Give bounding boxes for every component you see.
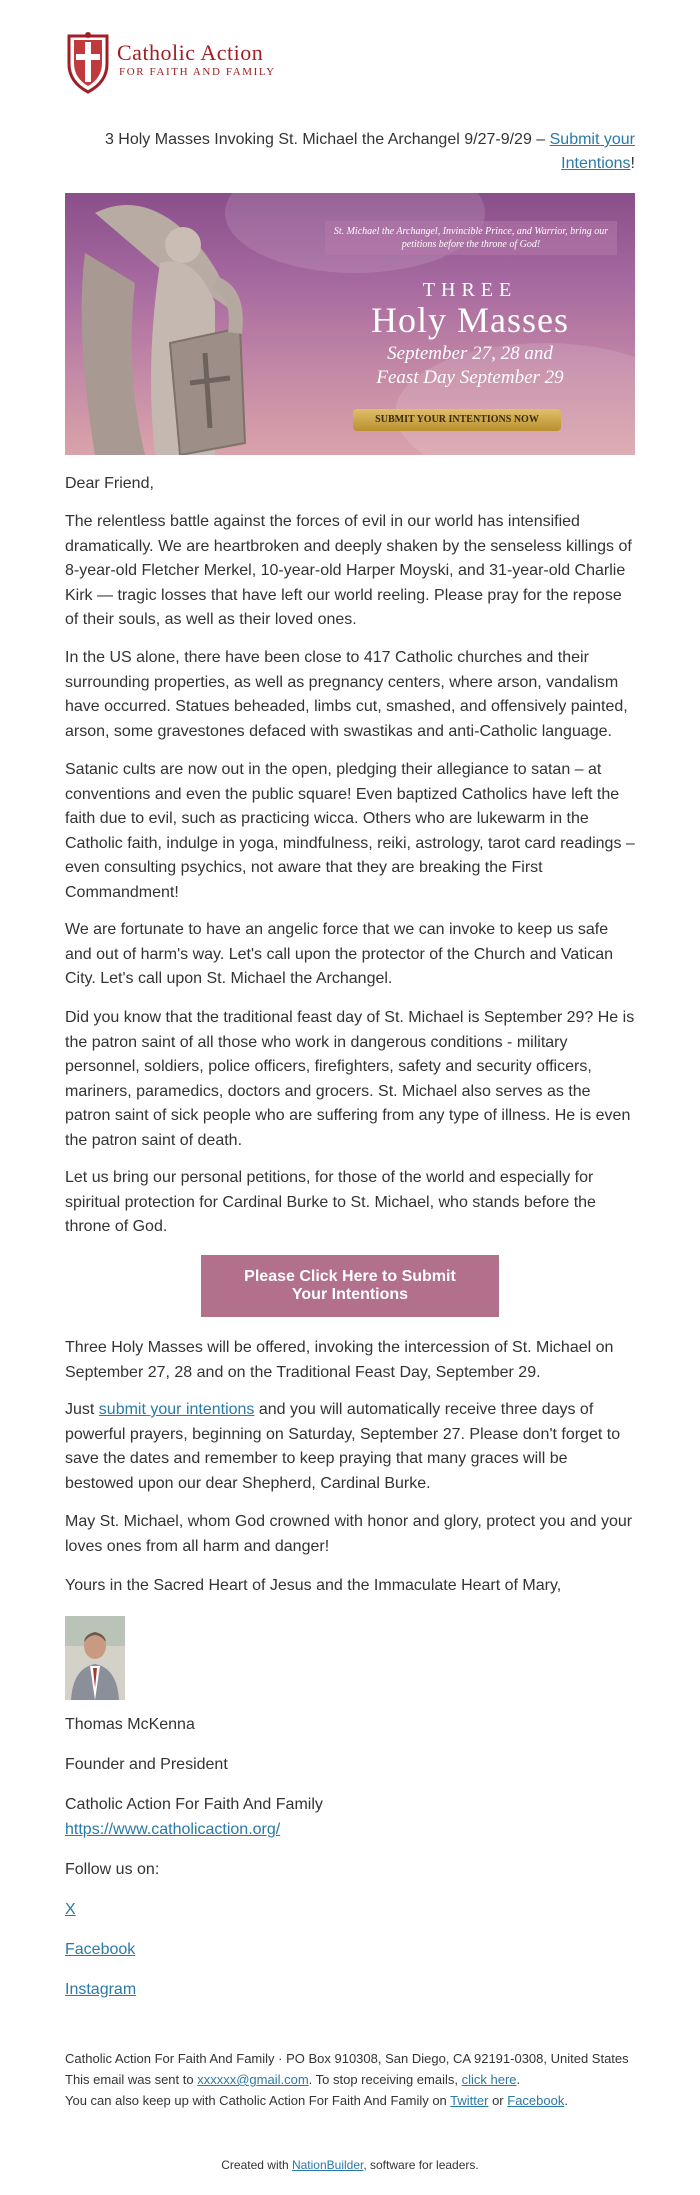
signature-role: Founder and President <box>65 1756 228 1773</box>
cta-line2: Your Intentions <box>291 1286 409 1303</box>
headline <box>65 128 635 176</box>
shield-cross-icon <box>65 30 111 96</box>
paragraph-6: Let us bring our personal petitions, for those of the world and especially for spiritual protection for Cardinal Burke to St. Michael, who stands before the throne of God. <box>65 1169 596 1235</box>
credit-pre: Created with <box>221 2158 292 2172</box>
logo-tagline: FOR FAITH AND FAMILY <box>119 66 276 78</box>
paragraph-1: The relentless battle against the forces of evil in our world has intensified dramatically. We are heartbroken and deeply shaken by the senseless killings of 8-year-old Fletcher Merkel, 10-year-old Harper Moyski, and 31-year-old Charlie Kirk — tragic losses that have left our world reeling. Please pray for the repose of their souls, as well as their loved ones. <box>65 513 632 628</box>
instagram-link[interactable]: Instagram <box>65 1981 137 1998</box>
sent-mid: . To stop receiving emails, <box>308 2072 462 2087</box>
p8-pre: Just <box>65 1401 99 1418</box>
headline-text: 3 Holy Masses Invoking St. Michael the Archangel 9/27-9/29 – <box>104 131 550 148</box>
paragraph-9: May St. Michael, whom God crowned with honor and glory, protect you and your loves ones from all harm and danger! <box>65 1513 633 1555</box>
nationbuilder-link[interactable]: NationBuilder <box>291 2158 364 2172</box>
footer <box>65 2048 635 2111</box>
cta-line1: Please Click Here to Submit <box>244 1268 456 1285</box>
credit-post: , software for leaders. <box>363 2158 479 2172</box>
logo-wordmark: Catholic Action <box>117 40 264 65</box>
keepup-or: or <box>488 2093 508 2108</box>
paragraph-5: Did you know that the traditional feast day of St. Michael is September 29? He is the patron saint of all those who work in dangerous conditions - military personnel, soldiers, police officers, firefighters, safety and security officers, mariners, paramedics, doctors and grocers. St. Michael also serves as the patron saint of sick people who are suffering from any type of illness. He is even the patron saint of death. <box>65 1009 635 1149</box>
footer-sent-to <box>65 2069 635 2090</box>
banner-title: Holy Masses <box>371 300 569 340</box>
follow-label: Follow us on: <box>65 1861 160 1878</box>
keepup-pre: You can also keep up with Catholic Action For Faith And Family on <box>65 2093 451 2108</box>
paragraph-8 <box>65 1398 635 1496</box>
paragraph-7: Three Holy Masses will be offered, invoking the intercession of St. Michael on September 27, 28 and on the Traditional Feast Day, September 29. <box>65 1339 614 1381</box>
facebook-link[interactable]: Facebook <box>65 1941 136 1958</box>
signature-org: Catholic Action For Faith And Family <box>65 1796 323 1813</box>
holy-masses-banner[interactable] <box>65 193 635 455</box>
paragraph-4: We are fortunate to have an angelic force that we can invoke to keep us safe and out of harm's way. Let's call upon the protector of the Church and Vatican City. Let's call upon St. Michael the Archangel. <box>65 921 614 987</box>
twitter-link[interactable]: Twitter <box>450 2093 489 2108</box>
credit-line <box>65 2158 635 2172</box>
closing: Yours in the Sacred Heart of Jesus and the Immaculate Heart of Mary, <box>65 1577 562 1594</box>
submit-intentions-inline-link[interactable]: submit your intentions <box>98 1401 255 1418</box>
website-link[interactable]: https://www.catholicaction.org/ <box>65 1821 281 1838</box>
paragraph-3: Satanic cults are now out in the open, pledging their allegiance to satan – at conventions and even the public square! Even baptized Catholics have left the faith due to evil, such as practicing wicca. Others who are lukewarm in the Catholic faith, indulge in yoga, mindfulness, reiki, astrology, tarot card readings – even consulting psychics, not aware that they are breaking the First Commandment! <box>65 761 635 901</box>
paragraph-2: In the US alone, there have been close to 417 Catholic churches and their surrounding properties, as well as pregnancy centers, where arson, vandalism have occurred. Statues beheaded, limbs cut, smashed, and offensively painted, arson, some gravestones defaced with swastikas and anti-Catholic language. <box>65 649 628 740</box>
unsubscribe-link[interactable]: click here <box>461 2072 517 2087</box>
banner-submit-button[interactable]: SUBMIT YOUR INTENTIONS NOW <box>353 409 561 431</box>
footer-facebook-link[interactable]: Facebook <box>507 2093 565 2108</box>
signature-name: Thomas McKenna <box>65 1716 195 1733</box>
banner-dates-line2: Feast Day September 29 <box>376 367 564 388</box>
social-facebook <box>65 1938 635 1963</box>
brand-logo[interactable] <box>65 28 295 98</box>
banner-caption: St. Michael the Archangel, Invincible Prince, and Warrior, bring our petitions before the throne of God! <box>325 221 617 255</box>
footer-keepup <box>65 2090 635 2111</box>
st-michael-statue-image <box>65 193 305 455</box>
footer-address: Catholic Action For Faith And Family · PO Box 910308, San Diego, CA 92191-0308, United States <box>65 2051 629 2066</box>
headline-tail: ! <box>630 155 635 172</box>
submit-intentions-link[interactable]: Submit your Intentions <box>549 131 635 172</box>
signature-url <box>65 1818 635 1843</box>
x-link[interactable]: X <box>65 1901 76 1918</box>
banner-three: THREE <box>422 279 518 301</box>
submit-intentions-button[interactable] <box>201 1255 499 1317</box>
keepup-post: . <box>564 2093 568 2108</box>
p8-post: and you will automatically receive three days of powerful prayers, beginning on Saturday, September 27. Please don't forget to save the dates and remember to keep praying that many graces will be bestowed upon our dear Shepherd, Cardinal Burke. <box>65 1401 621 1492</box>
sent-pre: This email was sent to <box>65 2072 198 2087</box>
person-portrait-icon <box>65 1616 125 1700</box>
recipient-email-link[interactable]: xxxxxx@gmail.com <box>197 2072 309 2087</box>
greeting: Dear Friend, <box>65 475 154 492</box>
avatar <box>65 1616 125 1700</box>
banner-dates-line1: September 27, 28 and <box>387 343 553 364</box>
social-instagram <box>65 1978 635 2003</box>
sent-post: . <box>516 2072 521 2087</box>
social-x <box>65 1898 635 1923</box>
